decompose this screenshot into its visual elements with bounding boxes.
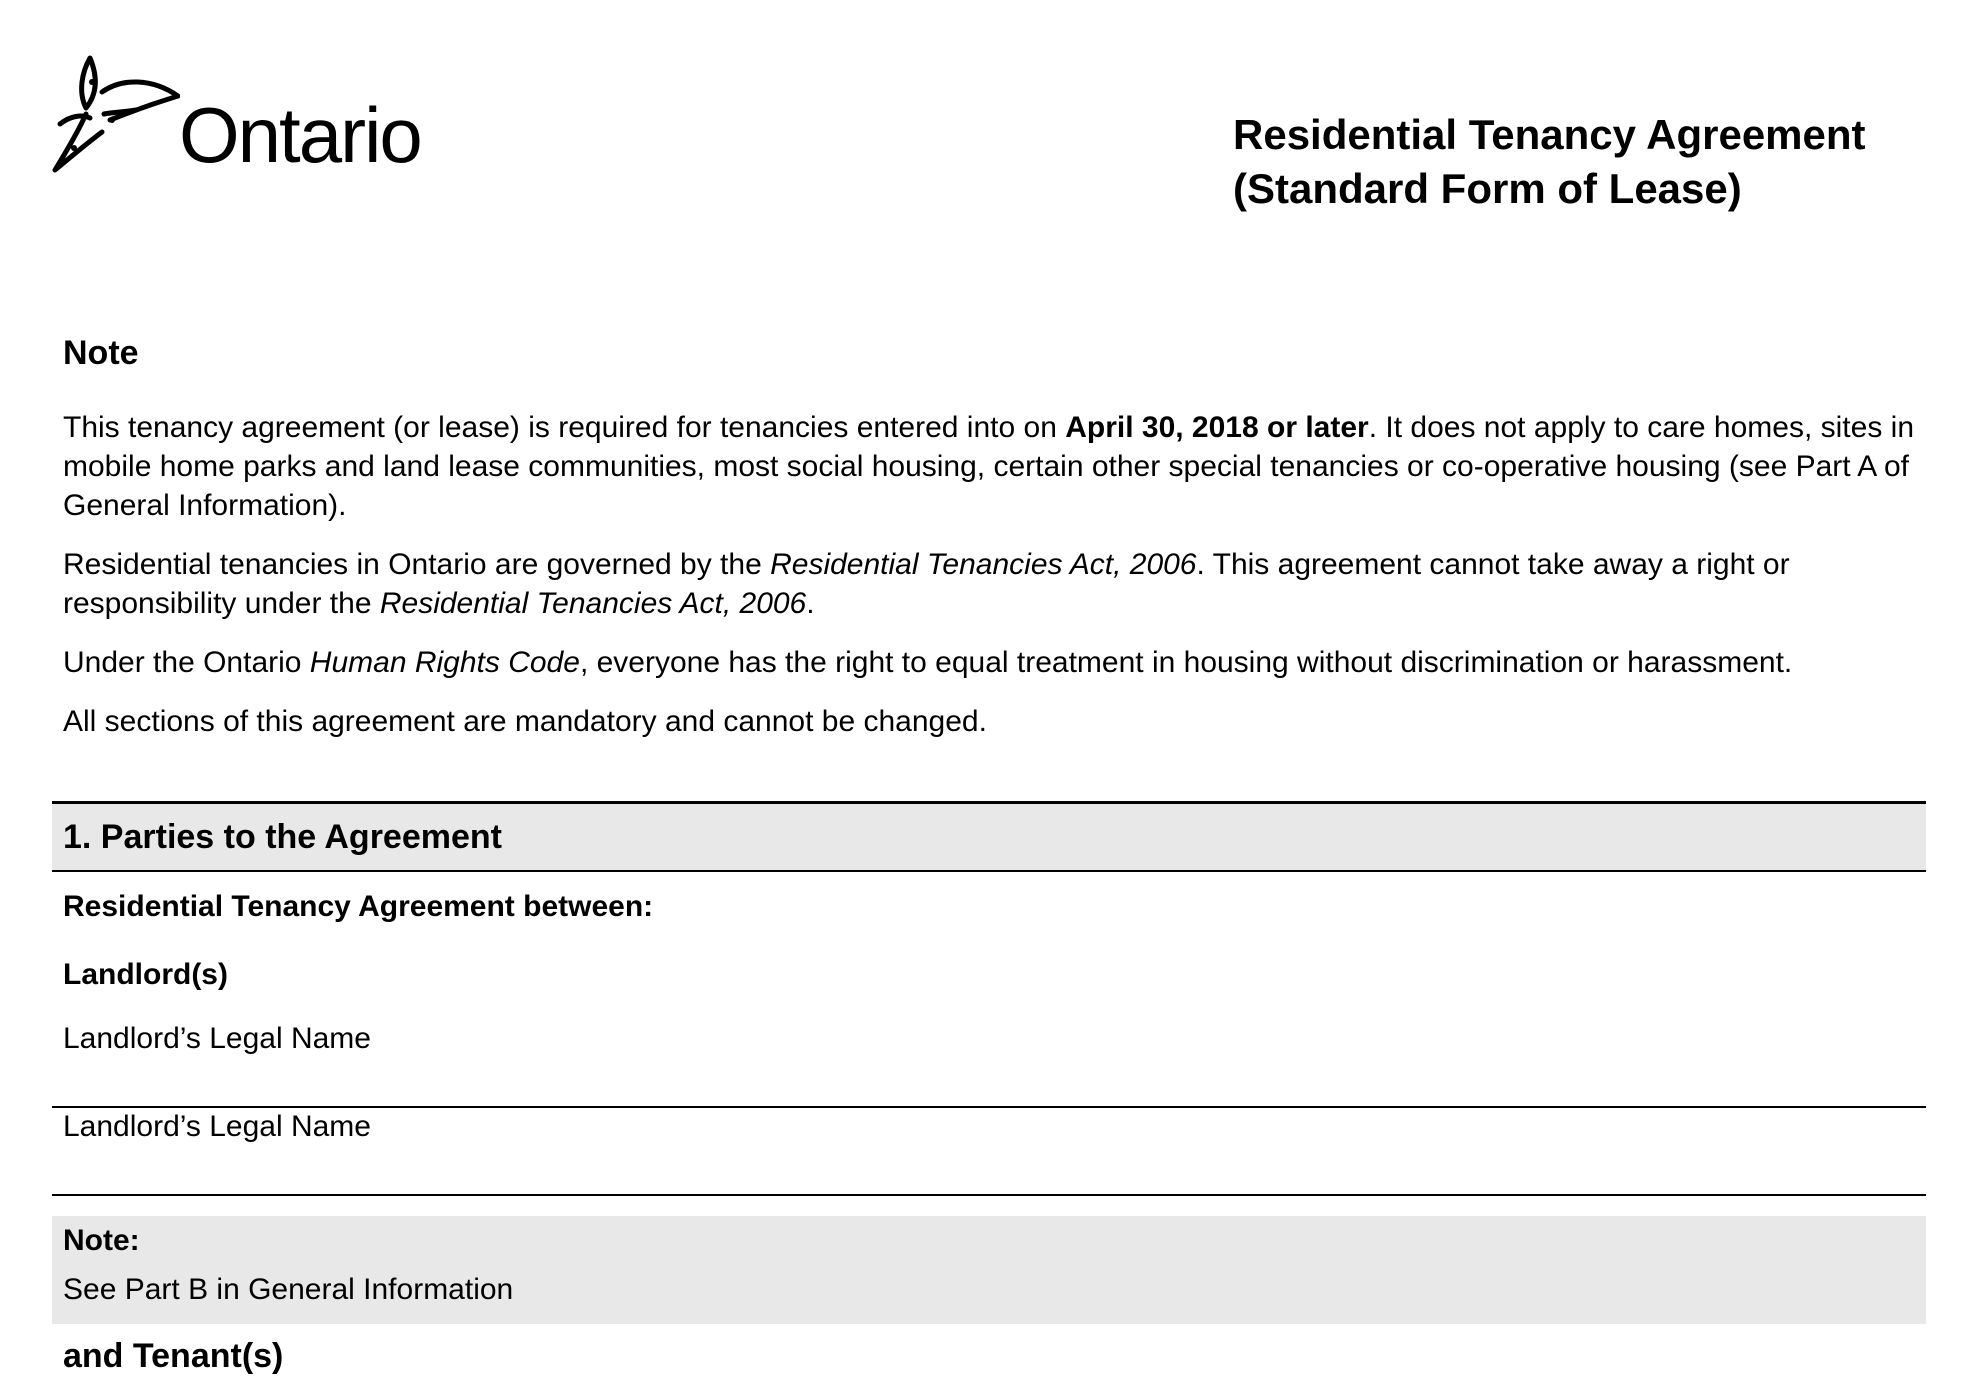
- intro-paragraph-3: Under the Ontario Human Rights Code, everyone has the right to equal treatment in housing without discrimination or harassment.: [63, 646, 1793, 679]
- landlord-name-label-1: Landlord’s Legal Name: [63, 1022, 371, 1055]
- title-line-1: Residential Tenancy Agreement: [1233, 111, 1866, 158]
- landlord-name-input-2[interactable]: [63, 1154, 1907, 1190]
- title-line-2: (Standard Form of Lease): [1233, 165, 1742, 212]
- landlord-note-box: [52, 1216, 1926, 1324]
- document-title: [1233, 108, 1866, 216]
- landlord-name-field-2: [52, 1108, 1926, 1196]
- landlord-note-title: Note:: [63, 1224, 140, 1257]
- landlord-note-body: See Part B in General Information: [63, 1273, 514, 1306]
- section-1-title: 1. Parties to the Agreement: [63, 818, 502, 856]
- note-heading: Note: [63, 334, 139, 372]
- section-1-header: [52, 801, 1926, 872]
- intro-paragraph-4: All sections of this agreement are mandatory and cannot be changed.: [63, 705, 987, 738]
- tenants-heading: and Tenant(s): [63, 1337, 284, 1375]
- logo-wordmark: Ontario: [179, 91, 421, 179]
- ontario-logo: [52, 52, 432, 182]
- intro-paragraph-2: Residential tenancies in Ontario are governed by the Residential Tenancies Act, 2006. This agreement cannot take away a right or responsibility under the Residential Tenancies Act, 2006.: [63, 548, 1790, 620]
- landlord-name-label-2: Landlord’s Legal Name: [63, 1110, 371, 1143]
- intro-text: [63, 408, 1933, 761]
- landlords-heading: Landlord(s): [63, 958, 228, 991]
- landlord-name-input-1[interactable]: [63, 1066, 1907, 1102]
- agreement-between-label: Residential Tenancy Agreement between:: [63, 890, 654, 923]
- trillium-icon: [52, 52, 180, 177]
- landlord-name-field-1: [52, 1020, 1926, 1108]
- intro-paragraph-1: This tenancy agreement (or lease) is required for tenancies entered into on April 30, 2018 or later. It does not apply to care homes, sites in mobile home parks and land lease communities, most social housing, certain other special tenancies or co-operative housing (see Part A of General Information).: [63, 411, 1915, 522]
